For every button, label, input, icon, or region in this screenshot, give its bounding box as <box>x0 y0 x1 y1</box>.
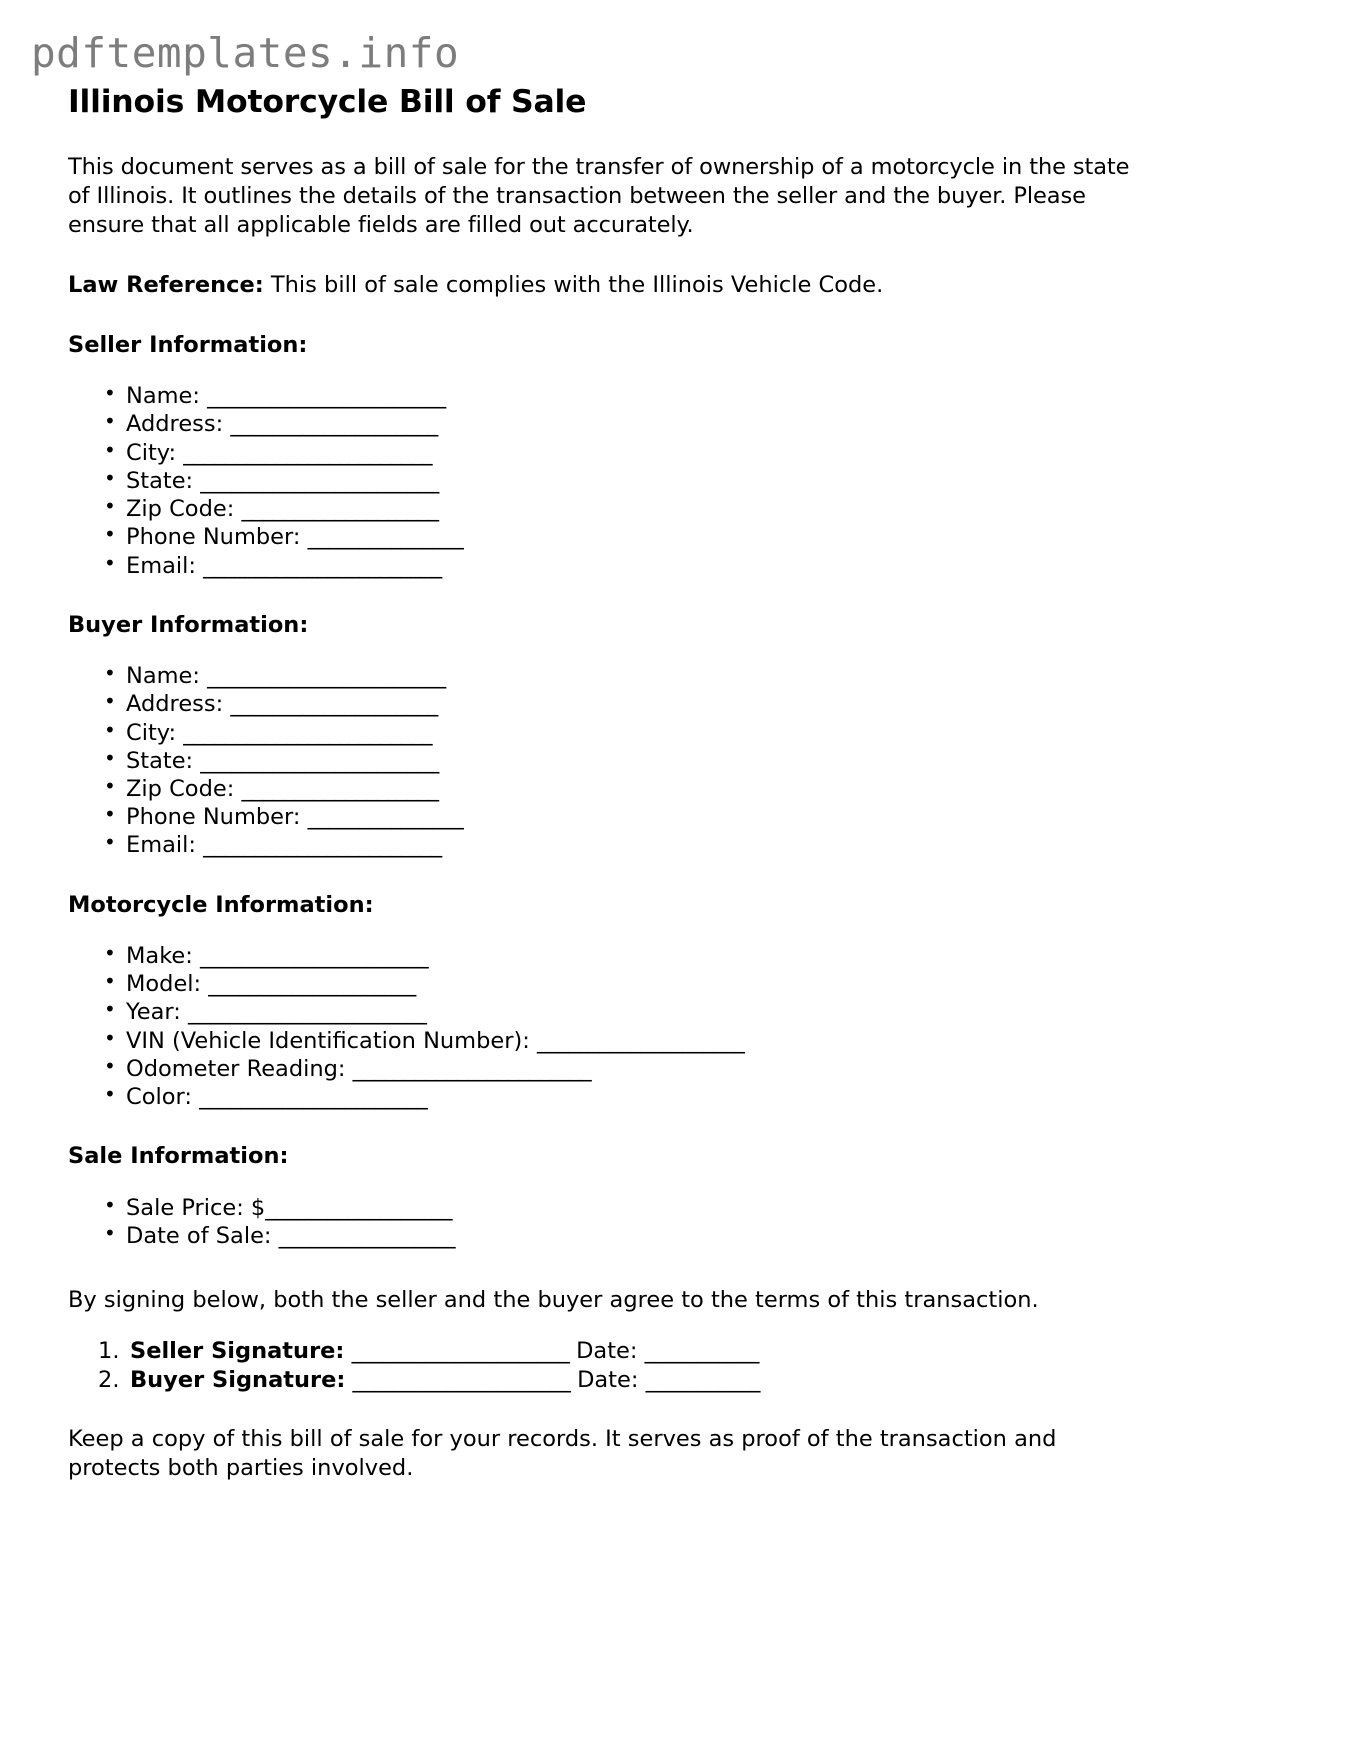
list-item <box>126 831 1138 859</box>
list-item <box>126 410 1138 438</box>
field-blank[interactable]: ________________________ <box>183 719 432 746</box>
date-label: Date: <box>576 1338 638 1365</box>
field-label: Name: <box>126 383 200 410</box>
list-item <box>126 495 1138 523</box>
field-blank[interactable]: ___________________ <box>241 496 439 523</box>
field-label: City: <box>126 439 177 466</box>
field-label: Address: <box>126 411 224 438</box>
list-item <box>126 523 1138 551</box>
list-item <box>130 1337 1138 1366</box>
buyer-fields-list <box>68 662 1138 860</box>
field-label: Make: <box>126 942 193 969</box>
field-blank[interactable]: ________________________ <box>183 439 432 466</box>
list-item <box>126 803 1138 831</box>
field-label: Name: <box>126 663 200 690</box>
field-blank[interactable]: _________________ <box>278 1222 455 1249</box>
field-blank[interactable]: _______________________ <box>203 552 442 579</box>
intro-paragraph: This document serves as a bill of sale for the transfer of ownership of a motorcycle in the state of Illinois. It outlines the details of the transaction between the seller and the buyer. Please ensure that all applicable fields are filled out accurately. <box>68 153 1130 239</box>
field-label: Email: <box>126 552 197 579</box>
section-heading-sale: Sale Information: <box>68 1143 289 1170</box>
law-reference-label: Law Reference: <box>68 271 264 298</box>
field-label: Date of Sale: <box>126 1222 272 1249</box>
section-heading-seller: Seller Information: <box>68 331 308 358</box>
law-reference-paragraph <box>68 271 1138 300</box>
field-label: Year: <box>126 999 181 1026</box>
page-title: Illinois Motorcycle Bill of Sale <box>68 84 587 120</box>
field-blank[interactable]: ____________________ <box>208 971 416 998</box>
law-reference-text: This bill of sale complies with the Illinois Vehicle Code. <box>270 271 884 298</box>
list-item <box>126 775 1138 803</box>
field-label: City: <box>126 719 177 746</box>
list-item <box>126 747 1138 775</box>
date-blank[interactable]: ___________ <box>644 1338 759 1365</box>
field-label: Address: <box>126 691 224 718</box>
field-blank[interactable]: ______________________ <box>200 942 428 969</box>
list-item <box>126 662 1138 690</box>
list-item <box>126 1055 1138 1083</box>
agreement-paragraph: By signing below, both the seller and the buyer agree to the terms of this transaction. <box>68 1287 1039 1314</box>
site-watermark: pdftemplates.info <box>31 29 460 77</box>
motorcycle-fields-list <box>68 942 1138 1111</box>
field-blank[interactable]: _______________________ <box>207 383 446 410</box>
field-label: Zip Code: <box>126 496 235 523</box>
field-label: Email: <box>126 832 197 859</box>
field-blank[interactable]: _______________________ <box>200 747 439 774</box>
list-item <box>126 552 1138 580</box>
date-blank[interactable]: ___________ <box>645 1367 760 1394</box>
field-blank[interactable]: ___________________ <box>241 776 439 803</box>
list-item <box>126 998 1138 1026</box>
signature-label: Buyer Signature: <box>130 1367 346 1394</box>
section-heading-buyer: Buyer Information: <box>68 611 309 638</box>
field-blank[interactable]: ____________________ <box>230 691 438 718</box>
field-blank[interactable]: ______________________ <box>199 1084 427 1111</box>
list-item <box>126 467 1138 495</box>
sale-fields-list <box>68 1194 1138 1250</box>
list-item <box>126 1027 1138 1055</box>
signature-list <box>68 1337 1138 1395</box>
field-blank[interactable]: ____________________ <box>230 411 438 438</box>
field-blank[interactable]: _______________________ <box>187 999 427 1026</box>
signature-blank[interactable]: _____________________ <box>352 1367 570 1394</box>
list-item <box>126 690 1138 718</box>
signature-blank[interactable]: _____________________ <box>351 1338 569 1365</box>
field-blank[interactable]: _______________________ <box>352 1055 591 1082</box>
list-item <box>126 439 1138 467</box>
field-label: Phone Number: <box>126 524 301 551</box>
list-item <box>126 970 1138 998</box>
list-item <box>126 1083 1138 1111</box>
list-item <box>126 942 1138 970</box>
list-item <box>126 382 1138 410</box>
list-item <box>126 1222 1138 1250</box>
field-label: Phone Number: <box>126 804 301 831</box>
list-item <box>130 1366 1138 1395</box>
field-label: State: <box>126 467 194 494</box>
closing-paragraph: Keep a copy of this bill of sale for your records. It serves as proof of the transaction and protects both parties involved. <box>68 1425 1057 1482</box>
document-content <box>68 82 1138 1483</box>
field-blank[interactable]: _______________________ <box>207 663 446 690</box>
field-label: Color: <box>126 1084 192 1111</box>
field-blank[interactable]: _______________ <box>307 524 463 551</box>
field-label: Zip Code: <box>126 776 235 803</box>
date-label: Date: <box>577 1367 639 1394</box>
field-blank[interactable]: ____________________ <box>536 1027 744 1054</box>
field-blank[interactable]: _______________________ <box>200 467 439 494</box>
field-label: Sale Price: $ <box>126 1194 266 1221</box>
signature-label: Seller Signature: <box>130 1338 345 1365</box>
field-label: VIN (Vehicle Identification Number): <box>126 1027 530 1054</box>
list-item <box>126 719 1138 747</box>
list-item <box>126 1194 1138 1222</box>
field-label: Odometer Reading: <box>126 1055 346 1082</box>
section-heading-motorcycle: Motorcycle Information: <box>68 891 374 918</box>
field-label: State: <box>126 747 194 774</box>
field-label: Model: <box>126 971 202 998</box>
field-blank[interactable]: _______________ <box>307 804 463 831</box>
field-blank[interactable]: __________________ <box>265 1194 452 1221</box>
field-blank[interactable]: _______________________ <box>203 832 442 859</box>
seller-fields-list <box>68 382 1138 580</box>
